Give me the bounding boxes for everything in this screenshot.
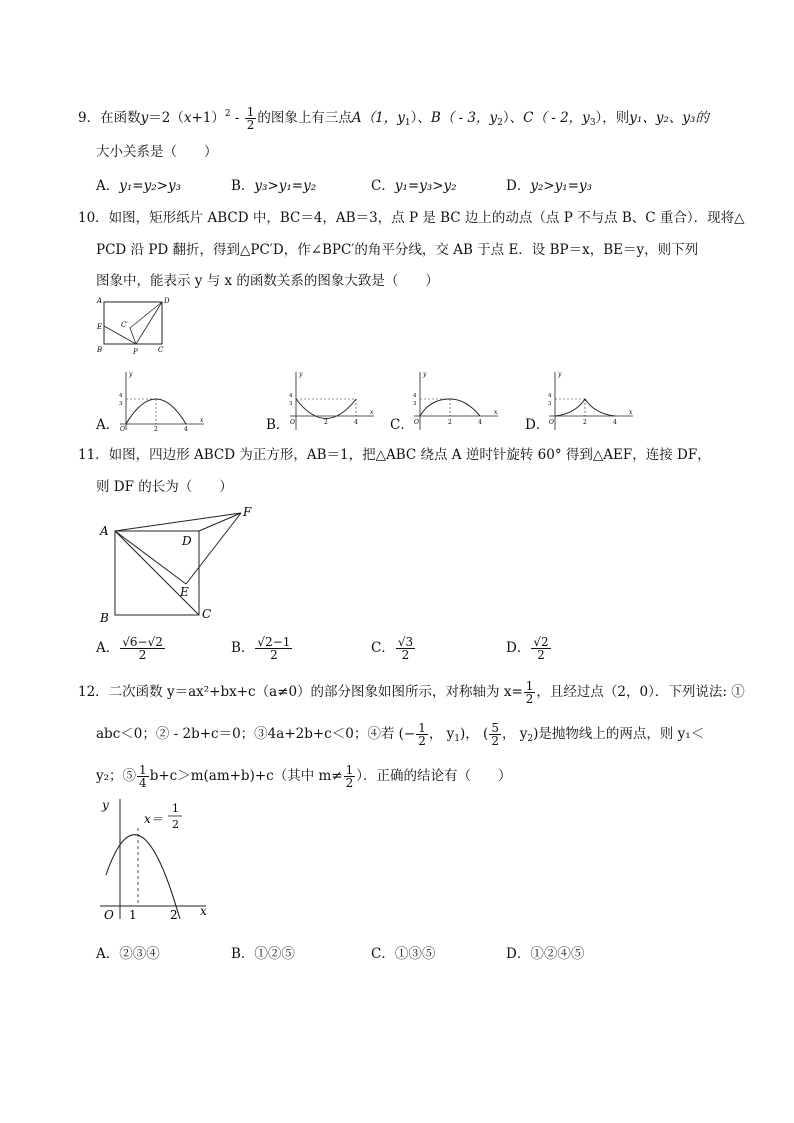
segment-pc1	[130, 328, 136, 344]
label-d: D	[164, 297, 170, 305]
y-label: y	[129, 371, 133, 378]
option-text: y₁=y₂>y₃	[119, 178, 181, 194]
q9-stem-line2: 大小关系是（ ）	[96, 144, 218, 160]
frac-num: 1	[418, 721, 426, 735]
segment-af	[115, 513, 241, 531]
label-a: A	[100, 524, 109, 538]
frac-den: 2	[138, 648, 147, 662]
label-f: F	[243, 505, 252, 519]
q9-fraction	[245, 106, 257, 131]
q10-option-a-label[interactable]: A．	[96, 417, 120, 433]
q12-option-b[interactable]	[231, 944, 295, 964]
q12-text: ， y	[501, 726, 528, 742]
axis-label: x＝	[144, 812, 163, 826]
y-tick-num: 4	[548, 393, 552, 399]
q12-stem-line2	[96, 722, 704, 749]
q12-option-a[interactable]	[96, 944, 160, 964]
q11-stem-line2: 则 DF 的长为（ ）	[96, 479, 233, 495]
q10-option-d-label[interactable]: D．	[525, 417, 550, 433]
q9-stem-line1: 9．在函数$y=2(x+1)^2$ - $\frac{1}{2}$ 的图象上有三点A（1，$y_1$）、B（ - 3，$y_2$）、C（ - 2，$y_3$），则y₁、y₂、y₃的	[78, 105, 709, 132]
option-fraction	[531, 636, 550, 661]
option-text: ①②④⑤	[530, 946, 585, 962]
label-p: P	[133, 348, 138, 356]
y-label: y	[102, 798, 109, 812]
q12-frac-quarter	[137, 764, 149, 789]
y-label: y	[558, 371, 562, 378]
frac-num: 1	[246, 105, 255, 119]
option-text: ②③④	[119, 946, 160, 962]
x-label: x	[629, 409, 633, 416]
q9-exponent: 2	[224, 109, 231, 119]
q12-text: )， (	[460, 726, 489, 742]
q9-number: 9．	[78, 110, 101, 126]
q9-text: ）、	[502, 110, 524, 126]
option-text: y₃>y₁=y₂	[254, 178, 317, 194]
option-label: C．	[371, 178, 395, 194]
tick-2: 2	[170, 908, 178, 922]
q9-text: -	[230, 110, 244, 126]
q9-text: ），则	[595, 110, 630, 126]
q9-text: y₁、y₂、y₃的	[629, 110, 709, 126]
frac-num: 1	[525, 679, 534, 693]
tick-1: 1	[129, 908, 137, 922]
y-tick-den: 3	[548, 401, 552, 407]
frac-den: 2	[525, 692, 534, 706]
y-tick-den: 3	[289, 401, 293, 407]
segment-pd	[136, 302, 162, 344]
q9-option-c[interactable]	[371, 176, 457, 196]
q9-option-b[interactable]	[231, 176, 316, 196]
q12-frac-axis	[524, 680, 536, 705]
q12-text: ）．正确的结论有（ ）	[356, 768, 512, 784]
q12-text: ， y	[428, 726, 455, 742]
q9-text: +1）	[191, 110, 225, 126]
tick-2: 2	[324, 419, 328, 426]
q12-option-d[interactable]	[506, 944, 584, 964]
frac-den: 2	[401, 648, 410, 662]
q12-text: y₂；⑤	[96, 768, 137, 784]
frac-num: 1	[139, 763, 147, 777]
q10-graph-c[interactable]	[406, 368, 506, 432]
axis-frac-num: 1	[172, 802, 179, 815]
frac-num: √2−1	[257, 635, 291, 649]
frac-den: 2	[270, 648, 278, 662]
q10-graph-d[interactable]	[541, 368, 641, 432]
q11-option-b[interactable]	[231, 636, 293, 661]
y-tick-den: 3	[119, 401, 123, 407]
q12-text: abc＜0；② - 2b+c＝0；③4a+2b+c＜0；④若 (−	[96, 726, 416, 742]
q12-option-c[interactable]	[371, 944, 435, 964]
q12-stem-line3	[96, 764, 512, 789]
tick-4: 4	[613, 419, 617, 426]
x-label: x	[370, 409, 374, 416]
q12-text: )是抛物线上的两点，则 y₁＜	[533, 726, 705, 742]
y-label: y	[299, 371, 303, 378]
x-label: x	[200, 417, 204, 424]
segment-ef	[186, 513, 241, 584]
q10-option-c-label[interactable]: C．	[390, 417, 414, 433]
label-e: E	[180, 585, 189, 599]
q12-frac-neg-half	[416, 722, 428, 747]
q9-text: ＝2（	[148, 110, 184, 126]
label-a: A	[97, 297, 103, 305]
y-tick-num: 4	[413, 393, 417, 399]
option-text: y₁=y₃>y₂	[394, 178, 457, 194]
x-label: x	[200, 904, 207, 918]
q10-graph-a[interactable]	[112, 368, 212, 432]
q9-option-a[interactable]	[96, 176, 181, 196]
q10-rectangle-figure	[94, 294, 174, 356]
q11-option-d[interactable]	[506, 636, 552, 661]
option-label: B．	[231, 640, 255, 656]
x-label: x	[494, 409, 498, 416]
segment-c1d	[130, 302, 162, 328]
q12-sub: 2	[527, 734, 534, 744]
tick-2: 2	[448, 419, 452, 426]
frac-den: 2	[537, 648, 545, 662]
q9-text: 的图象上有三点	[257, 110, 352, 126]
q9-point-b: B（ - 3，y	[430, 110, 498, 126]
origin-label: O	[414, 419, 419, 426]
tick-4: 4	[184, 426, 188, 432]
frac-den: 2	[491, 734, 499, 748]
option-label: C．	[371, 946, 395, 962]
option-text: ①③⑤	[394, 946, 436, 962]
q12-frac-m	[344, 764, 356, 789]
axis-frac-den: 2	[172, 818, 179, 831]
q12-sub: 1	[454, 734, 460, 744]
q10-graph-b[interactable]	[282, 368, 382, 432]
frac-num: 5	[491, 721, 499, 735]
q12-frac-five-half	[489, 722, 501, 747]
option-text: y₂>y₁=y₃	[530, 178, 593, 194]
q10-stem-line1: 10．如图，矩形纸片 ABCD 中，BC＝4，AB＝3，点 P 是 BC 边上的动点（点 P 不与点 B、C 重合）．现将△	[78, 210, 745, 226]
q9-var: x	[183, 110, 192, 126]
q9-text: ）、	[410, 110, 431, 126]
q9-point-c: C（ - 2，y	[523, 110, 590, 126]
label-c: C	[158, 346, 164, 354]
q11-option-c[interactable]	[371, 636, 416, 661]
option-text: ①②⑤	[254, 946, 295, 962]
y-label: y	[423, 371, 427, 378]
q12-stem-line1	[78, 680, 745, 705]
q12-text: b+c＞m(am+b)+c（其中 m≠	[149, 768, 343, 784]
frac-den: 2	[418, 734, 426, 748]
q9-text: 在函数	[100, 110, 141, 126]
option-label: B．	[231, 178, 255, 194]
option-label: D．	[506, 640, 531, 656]
option-fraction	[120, 636, 165, 661]
option-label: D．	[506, 178, 531, 194]
origin-label: O	[120, 426, 125, 432]
q11-option-a[interactable]	[96, 636, 166, 661]
rectangle-abcd	[104, 302, 162, 344]
option-label: B．	[231, 946, 255, 962]
q12-text: ，且经过点（2，0）．下列说法: ①	[536, 684, 745, 700]
frac-num: √3	[397, 635, 414, 649]
q9-var: y	[140, 110, 149, 126]
q9-option-d[interactable]	[506, 176, 592, 196]
y-tick-num: 4	[289, 393, 293, 399]
frac-den: 4	[139, 776, 147, 790]
q10-stem-line2: PCD 沿 PD 翻折，得到△PC′D，作∠BPC′的角平分线，交 AB 于点 E．设 BP＝x，BE＝y，则下列	[96, 242, 699, 258]
frac-den: 2	[345, 776, 354, 790]
label-c: C	[202, 607, 212, 621]
origin-label: O	[290, 419, 295, 426]
tick-2: 2	[154, 426, 158, 432]
label-d: D	[182, 534, 192, 548]
q10-option-b-label[interactable]: B．	[266, 417, 290, 433]
frac-den: 2	[246, 118, 255, 132]
tick-4: 4	[478, 419, 482, 426]
origin-label: O	[549, 419, 554, 426]
tick-2: 2	[583, 419, 587, 426]
option-fraction	[255, 636, 292, 661]
label-e: E	[97, 323, 103, 331]
segment-ep	[104, 326, 136, 344]
option-label: A．	[96, 640, 120, 656]
option-label: A．	[96, 946, 120, 962]
label-b: B	[100, 611, 109, 625]
curve-b	[296, 399, 356, 419]
q10-stem-line3: 图象中，能表示 y 与 x 的函数关系的图象大致是（ ）	[96, 273, 439, 289]
q12-text: 12．二次函数 y＝ax²+bx+c（a≠0）的部分图象如图所示，对称轴为 x=	[78, 684, 523, 700]
option-label: D．	[506, 946, 531, 962]
frac-num: 1	[345, 763, 354, 777]
y-tick-num: 4	[119, 393, 123, 399]
y-tick-den: 3	[413, 401, 417, 407]
option-label: A．	[96, 178, 120, 194]
q9-point-a: A（1，y	[351, 110, 405, 126]
option-label: C．	[371, 640, 395, 656]
q11-square-figure	[94, 500, 264, 625]
label-c-prime: C′	[121, 321, 128, 329]
segment-ae	[115, 531, 186, 584]
label-b: B	[97, 346, 103, 354]
frac-num: √6−√2	[122, 635, 163, 649]
option-fraction	[396, 636, 415, 661]
tick-4: 4	[354, 419, 358, 426]
q12-parabola-figure	[94, 795, 214, 923]
origin-label: O	[104, 908, 114, 922]
q11-stem-line1: 11．如图，四边形 ABCD 为正方形，AB＝1，把△ABC 绕点 A 逆时针旋转 60° 得到△AEF，连接 DF，	[78, 447, 711, 463]
frac-num: √2	[533, 635, 549, 649]
